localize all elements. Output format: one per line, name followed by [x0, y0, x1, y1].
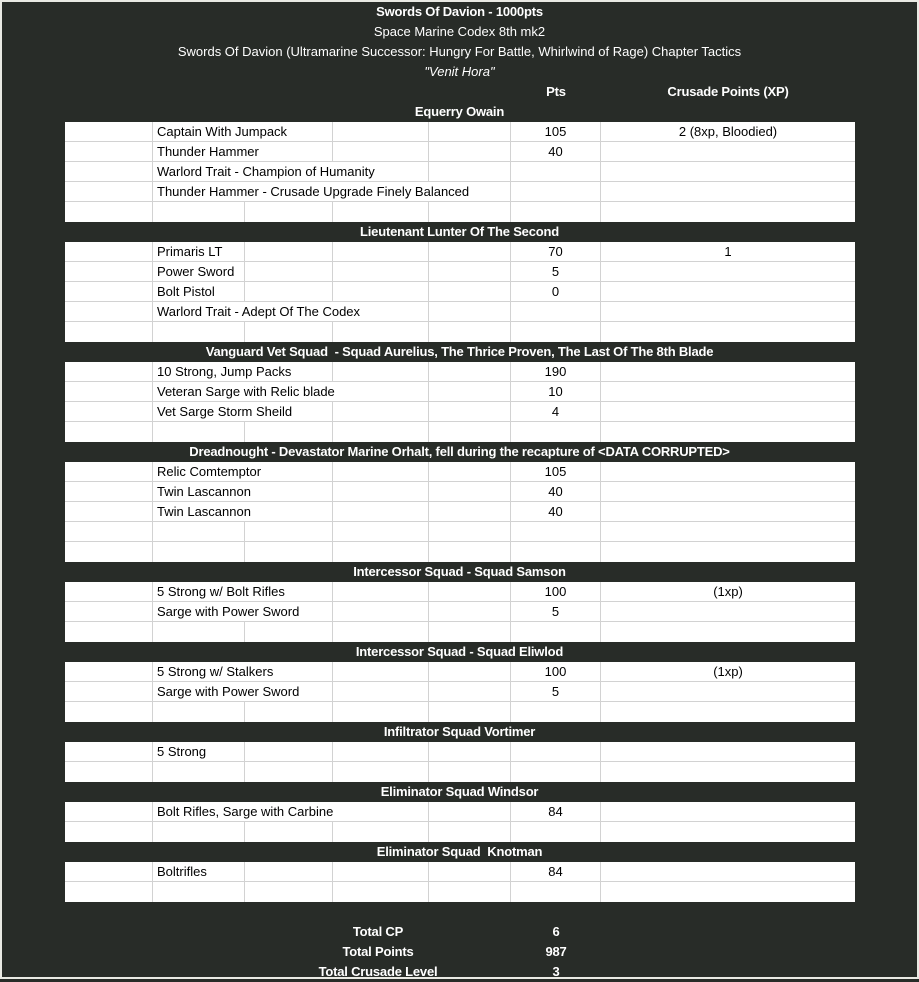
item-name-cell[interactable]: [153, 582, 285, 601]
table-row: [65, 822, 855, 842]
spacer-cell[interactable]: [65, 302, 153, 321]
table-row: [65, 422, 855, 442]
grid-cell[interactable]: [245, 622, 333, 642]
grid-cell[interactable]: [333, 262, 429, 281]
crusade-points-cell[interactable]: [601, 422, 855, 442]
table-row: [65, 622, 855, 642]
grid-cell[interactable]: [333, 122, 429, 141]
grid-cell[interactable]: [245, 202, 333, 222]
grid-cell[interactable]: [333, 682, 429, 701]
grid-cell[interactable]: [245, 882, 333, 902]
spacer-cell[interactable]: [65, 462, 153, 481]
spacer-cell[interactable]: [65, 142, 153, 161]
section-header: Lieutenant Lunter Of The Second: [360, 224, 559, 239]
grid-cell[interactable]: [429, 622, 511, 642]
crusade-points-cell[interactable]: [601, 762, 855, 782]
section-header: Infiltrator Squad Vortimer: [383, 724, 536, 739]
pts-cell[interactable]: [511, 302, 601, 321]
grid-cell[interactable]: [333, 582, 429, 601]
grid-cell[interactable]: [333, 362, 429, 381]
grid-cell[interactable]: [429, 262, 511, 281]
table-row: [65, 802, 855, 822]
pts-cell[interactable]: 84: [511, 802, 601, 821]
spacer-cell[interactable]: [65, 422, 153, 442]
item-name: Warlord Trait - Champion of Humanity: [153, 162, 379, 181]
pts-cell[interactable]: [511, 522, 601, 541]
section-header: Intercessor Squad - Squad Eliwlod: [355, 644, 564, 659]
spacer-cell[interactable]: [65, 382, 153, 401]
spacer-cell[interactable]: [65, 762, 153, 782]
pts-cell[interactable]: 40: [511, 482, 601, 501]
total-value: 3: [552, 964, 560, 979]
section-table: [65, 742, 855, 782]
spacer-cell[interactable]: [65, 742, 153, 761]
table-row: [65, 182, 855, 202]
grid-cell[interactable]: [429, 682, 511, 701]
crusade-points-cell[interactable]: [601, 682, 855, 701]
crusade-points-cell[interactable]: (1xp): [713, 664, 743, 679]
pts-cell[interactable]: 10: [511, 382, 601, 401]
item-name: Vet Sarge Storm Sheild: [153, 402, 296, 421]
item-name: Thunder Hammer: [153, 142, 263, 161]
crusade-points-cell[interactable]: 2 (8xp, Bloodied): [678, 124, 778, 139]
spacer-cell[interactable]: [65, 282, 153, 301]
pts-cell[interactable]: 5: [511, 602, 601, 621]
table-row: [65, 882, 855, 902]
grid-cell[interactable]: [429, 462, 511, 481]
total-value: 987: [545, 944, 567, 959]
section-header: Intercessor Squad - Squad Samson: [353, 564, 566, 579]
crusade-points-cell[interactable]: 1: [724, 244, 732, 259]
item-name-cell[interactable]: [153, 142, 259, 161]
item-name: Sarge with Power Sword: [153, 682, 303, 701]
grid-cell[interactable]: [333, 482, 429, 501]
item-name-cell[interactable]: [153, 602, 300, 621]
grid-cell[interactable]: [429, 822, 511, 842]
item-name: 5 Strong: [153, 742, 210, 761]
table-row: [65, 522, 855, 542]
item-name: Bolt Pistol: [153, 282, 219, 301]
pts-cell[interactable]: 40: [511, 142, 601, 161]
spacer-cell[interactable]: [65, 882, 153, 902]
item-name: 5 Strong w/ Bolt Rifles: [153, 582, 289, 601]
table-row: [65, 282, 855, 302]
pts-column-header: Pts: [546, 84, 566, 99]
item-name: Bolt Rifles, Sarge with Carbine: [153, 802, 337, 821]
section-table: [65, 462, 855, 562]
table-row: [65, 462, 855, 482]
grid-cell[interactable]: [429, 662, 511, 681]
crusade-points-cell[interactable]: [601, 622, 855, 642]
grid-cell[interactable]: [429, 402, 511, 421]
item-name-cell[interactable]: [153, 182, 470, 201]
item-name: Power Sword: [153, 262, 238, 281]
item-name: Veteran Sarge with Relic blade: [153, 382, 339, 401]
spacer-cell[interactable]: [65, 482, 153, 501]
spacer-cell[interactable]: [65, 602, 153, 621]
section-header: Eliminator Squad Windsor: [380, 784, 539, 799]
pts-cell[interactable]: [511, 162, 601, 181]
crusade-points-cell[interactable]: [601, 542, 855, 562]
grid-cell[interactable]: [333, 462, 429, 481]
item-name: Sarge with Power Sword: [153, 602, 303, 621]
item-name: 10 Strong, Jump Packs: [153, 362, 295, 381]
table-row: [65, 542, 855, 562]
spacer-cell[interactable]: [65, 702, 153, 722]
pts-cell[interactable]: [511, 322, 601, 342]
table-row: [65, 402, 855, 422]
crusade-points-cell[interactable]: [601, 882, 855, 902]
grid-cell[interactable]: [429, 882, 511, 902]
crusade-points-cell[interactable]: [601, 382, 855, 401]
total-row: [2, 962, 917, 982]
grid-cell[interactable]: [333, 242, 429, 261]
grid-cell[interactable]: [245, 262, 333, 281]
grid-cell[interactable]: [245, 322, 333, 342]
spacer-cell[interactable]: [65, 582, 153, 601]
pts-cell[interactable]: [511, 882, 601, 902]
item-name: Captain With Jumpack: [153, 122, 291, 141]
grid-cell[interactable]: [245, 482, 333, 501]
crusade-points-cell[interactable]: [601, 162, 855, 181]
crusade-points-column-header: Crusade Points (XP): [667, 84, 789, 99]
grid-cell[interactable]: [429, 382, 511, 401]
grid-cell[interactable]: [333, 742, 429, 761]
grid-cell[interactable]: [333, 202, 429, 222]
column-header-row: [2, 82, 917, 102]
section-table: [65, 662, 855, 722]
table-row: [65, 322, 855, 342]
pts-cell[interactable]: 105: [511, 122, 601, 141]
crusade-points-cell[interactable]: [601, 862, 855, 881]
spacer-cell[interactable]: [65, 122, 153, 141]
spacer-cell[interactable]: [65, 522, 153, 541]
grid-cell[interactable]: [429, 762, 511, 782]
pts-cell[interactable]: 5: [511, 682, 601, 701]
item-name: Twin Lascannon: [153, 482, 255, 501]
grid-cell[interactable]: [429, 142, 511, 161]
grid-cell[interactable]: [333, 702, 429, 722]
section-table: [65, 242, 855, 342]
title-block: [2, 2, 917, 82]
spacer-cell[interactable]: [65, 362, 153, 381]
roster-sections: [2, 102, 917, 902]
section-table: [65, 802, 855, 842]
spacer-cell[interactable]: [65, 162, 153, 181]
pts-cell[interactable]: [511, 542, 601, 562]
table-row: [65, 742, 855, 762]
grid-cell[interactable]: [245, 742, 333, 761]
total-row: [2, 922, 917, 942]
pts-cell[interactable]: 190: [511, 362, 601, 381]
table-row: [65, 202, 855, 222]
table-row: [65, 162, 855, 182]
pts-cell[interactable]: 100: [511, 582, 601, 601]
grid-cell[interactable]: [333, 622, 429, 642]
spacer-cell[interactable]: [65, 182, 153, 201]
table-row: [65, 362, 855, 382]
item-name-cell[interactable]: [153, 882, 245, 902]
item-name: Boltrifles: [153, 862, 211, 881]
section-table: [65, 122, 855, 222]
item-name-cell[interactable]: [153, 702, 245, 722]
section-header: Vanguard Vet Squad - Squad Aurelius, The Thrice Proven, The Last Of The 8th Blade: [205, 344, 714, 359]
chapter-tactics-line: Swords Of Davion (Ultramarine Successor: Hungry For Battle, Whirlwind of Rage) Chapter Tactics: [177, 44, 742, 59]
item-name-cell[interactable]: [153, 802, 334, 821]
grid-cell[interactable]: [429, 302, 511, 321]
crusade-points-cell[interactable]: [601, 322, 855, 342]
grid-cell[interactable]: [245, 862, 333, 881]
item-name: Primaris LT: [153, 242, 226, 261]
grid-cell[interactable]: [429, 422, 511, 442]
crusade-points-cell[interactable]: (1xp): [713, 584, 743, 599]
grid-cell[interactable]: [333, 882, 429, 902]
spacer-cell[interactable]: [65, 862, 153, 881]
item-name-cell[interactable]: [153, 162, 375, 181]
item-name: Relic Comtemptor: [153, 462, 265, 481]
item-name-cell[interactable]: [153, 202, 245, 222]
grid-cell[interactable]: [245, 242, 333, 261]
spacer-cell[interactable]: [65, 262, 153, 281]
item-name-cell[interactable]: [153, 282, 245, 301]
grid-cell[interactable]: [333, 422, 429, 442]
total-label: Total Points: [342, 944, 414, 959]
grid-cell[interactable]: [429, 742, 511, 761]
pts-cell[interactable]: 105: [511, 462, 601, 481]
grid-cell[interactable]: [429, 362, 511, 381]
grid-cell[interactable]: [333, 802, 429, 821]
item-name-cell[interactable]: [153, 482, 251, 501]
item-name-cell[interactable]: [153, 402, 293, 421]
item-name-cell[interactable]: [153, 322, 245, 342]
grid-cell[interactable]: [429, 122, 511, 141]
grid-cell[interactable]: [245, 502, 333, 521]
table-row: [65, 502, 855, 522]
crusade-points-cell[interactable]: [601, 462, 855, 481]
pts-cell[interactable]: [511, 622, 601, 642]
item-name-cell[interactable]: [153, 422, 245, 442]
grid-cell[interactable]: [333, 382, 429, 401]
crusade-points-cell[interactable]: [601, 702, 855, 722]
grid-cell[interactable]: [245, 702, 333, 722]
spacer-cell[interactable]: [65, 662, 153, 681]
crusade-points-cell[interactable]: [601, 482, 855, 501]
pts-cell[interactable]: [511, 182, 601, 201]
item-name-cell[interactable]: [153, 762, 245, 782]
pts-cell[interactable]: 100: [511, 662, 601, 681]
grid-cell[interactable]: [429, 542, 511, 562]
grid-cell[interactable]: [429, 862, 511, 881]
crusade-points-cell[interactable]: [601, 822, 855, 842]
table-row: [65, 262, 855, 282]
pts-cell[interactable]: 40: [511, 502, 601, 521]
grid-cell[interactable]: [333, 662, 429, 681]
grid-cell[interactable]: [429, 202, 511, 222]
grid-cell[interactable]: [333, 282, 429, 301]
table-row: [65, 482, 855, 502]
item-name-cell[interactable]: [153, 862, 245, 881]
crusade-points-cell[interactable]: [601, 742, 855, 761]
item-name-cell[interactable]: [153, 242, 245, 261]
army-title: Swords Of Davion - 1000pts: [376, 4, 543, 19]
crusade-points-cell[interactable]: [601, 302, 855, 321]
grid-cell[interactable]: [429, 702, 511, 722]
pts-cell[interactable]: [511, 742, 601, 761]
crusade-points-cell[interactable]: [601, 142, 855, 161]
pts-cell[interactable]: [511, 202, 601, 222]
pts-cell[interactable]: [511, 422, 601, 442]
grid-cell[interactable]: [333, 402, 429, 421]
grid-cell[interactable]: [429, 602, 511, 621]
grid-cell[interactable]: [333, 542, 429, 562]
codex-subtitle: Space Marine Codex 8th mk2: [373, 24, 546, 39]
grid-cell[interactable]: [245, 822, 333, 842]
grid-cell[interactable]: [333, 142, 429, 161]
table-row: [65, 382, 855, 402]
section-table: [65, 362, 855, 442]
spacer-cell[interactable]: [65, 402, 153, 421]
item-name-cell[interactable]: [153, 522, 245, 541]
table-row: [65, 302, 855, 322]
item-name-cell[interactable]: [153, 362, 292, 381]
item-name-cell[interactable]: [153, 822, 245, 842]
item-name-cell[interactable]: [153, 542, 245, 562]
grid-cell[interactable]: [333, 322, 429, 342]
total-label: Total CP: [352, 924, 404, 939]
section-header: Eliminator Squad Knotman: [376, 844, 543, 859]
table-row: [65, 142, 855, 162]
pts-cell[interactable]: 70: [511, 242, 601, 261]
grid-cell[interactable]: [429, 502, 511, 521]
spacer-cell[interactable]: [65, 202, 153, 222]
item-name-cell[interactable]: [153, 662, 274, 681]
item-name-cell[interactable]: [153, 302, 361, 321]
table-row: [65, 602, 855, 622]
item-name-cell[interactable]: [153, 262, 245, 281]
crusade-points-cell[interactable]: [601, 182, 855, 201]
crusade-points-cell[interactable]: [601, 502, 855, 521]
spacer-cell[interactable]: [65, 502, 153, 521]
crusade-points-cell[interactable]: [601, 202, 855, 222]
grid-cell[interactable]: [245, 282, 333, 301]
grid-cell[interactable]: [333, 502, 429, 521]
crusade-points-cell[interactable]: [601, 362, 855, 381]
section-header: Dreadnought - Devastator Marine Orhalt, fell during the recapture of <DATA CORRUPTED>: [189, 444, 730, 459]
spacer-cell[interactable]: [65, 242, 153, 261]
crusade-points-cell[interactable]: [601, 262, 855, 281]
spacer-cell[interactable]: [65, 802, 153, 821]
total-value: 6: [552, 924, 560, 939]
item-name: Warlord Trait - Adept Of The Codex: [153, 302, 364, 321]
grid-cell[interactable]: [429, 242, 511, 261]
crusade-points-cell[interactable]: [601, 522, 855, 541]
total-label: Total Crusade Level: [318, 964, 438, 979]
table-row: [65, 122, 855, 142]
table-row: [65, 762, 855, 782]
pts-cell[interactable]: 84: [511, 862, 601, 881]
grid-cell[interactable]: [429, 582, 511, 601]
grid-cell[interactable]: [333, 762, 429, 782]
item-name-cell[interactable]: [153, 682, 300, 701]
spacer-cell[interactable]: [65, 322, 153, 342]
crusade-points-cell[interactable]: [601, 802, 855, 821]
crusade-points-cell[interactable]: [601, 282, 855, 301]
pts-cell[interactable]: 0: [511, 282, 601, 301]
grid-cell[interactable]: [429, 162, 511, 181]
section-table: [65, 582, 855, 642]
motto: "Venit Hora": [424, 64, 495, 79]
table-row: [65, 682, 855, 702]
item-name: 5 Strong w/ Stalkers: [153, 662, 277, 681]
table-row: [65, 242, 855, 262]
item-name-cell[interactable]: [153, 742, 245, 761]
total-row: [2, 942, 917, 962]
grid-cell[interactable]: [429, 802, 511, 821]
section-table: [65, 862, 855, 902]
spacer-cell[interactable]: [65, 622, 153, 642]
pts-cell[interactable]: 4: [511, 402, 601, 421]
grid-cell[interactable]: [429, 522, 511, 541]
pts-cell[interactable]: 5: [511, 262, 601, 281]
section-header: Equerry Owain: [414, 104, 505, 119]
spacer-cell[interactable]: [65, 682, 153, 701]
item-name-cell[interactable]: [153, 382, 335, 401]
grid-cell[interactable]: [429, 482, 511, 501]
table-row: [65, 662, 855, 682]
table-row: [65, 582, 855, 602]
table-row: [65, 862, 855, 882]
grid-cell[interactable]: [245, 422, 333, 442]
item-name: Twin Lascannon: [153, 502, 255, 521]
grid-cell[interactable]: [245, 542, 333, 562]
grid-cell[interactable]: [245, 762, 333, 782]
spacer-cell[interactable]: [65, 822, 153, 842]
item-name-cell[interactable]: [153, 502, 251, 521]
pts-cell[interactable]: [511, 762, 601, 782]
pts-cell[interactable]: [511, 822, 601, 842]
item-name-cell[interactable]: [153, 122, 288, 141]
pts-cell[interactable]: [511, 702, 601, 722]
grid-cell[interactable]: [333, 602, 429, 621]
grid-cell[interactable]: [333, 822, 429, 842]
spacer-cell[interactable]: [65, 542, 153, 562]
crusade-points-cell[interactable]: [601, 402, 855, 421]
item-name: Thunder Hammer - Crusade Upgrade Finely Balanced: [153, 182, 473, 201]
totals-block: [2, 922, 917, 982]
item-name-cell[interactable]: [153, 462, 262, 481]
grid-cell[interactable]: [333, 862, 429, 881]
grid-cell[interactable]: [333, 522, 429, 541]
item-name-cell[interactable]: [153, 622, 245, 642]
crusade-points-cell[interactable]: [601, 602, 855, 621]
grid-cell[interactable]: [245, 522, 333, 541]
grid-cell[interactable]: [429, 322, 511, 342]
table-row: [65, 702, 855, 722]
grid-cell[interactable]: [429, 282, 511, 301]
